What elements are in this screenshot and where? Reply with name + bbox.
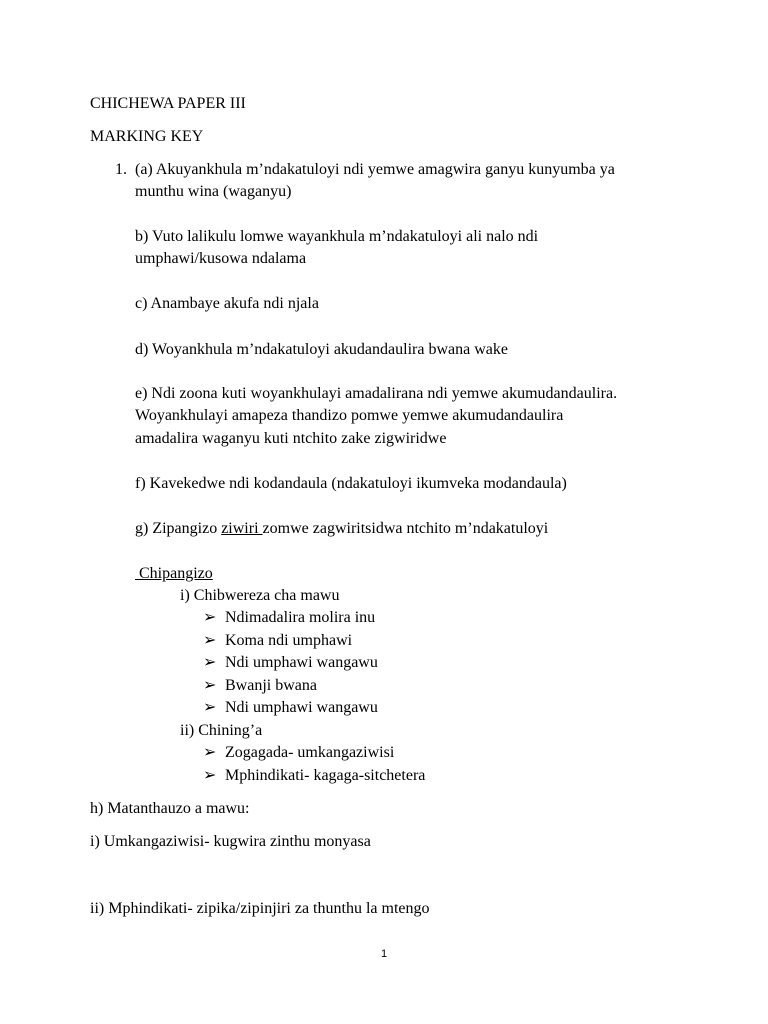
chipangizo-heading: Chipangizo (135, 565, 213, 582)
answer-g (135, 519, 548, 539)
chining-label: ii) Chining’a (180, 722, 263, 739)
answer-g-suffix: zomwe zagwiritsidwa ntchito m’ndakatuloyi (262, 520, 549, 537)
answer-e-line2: Woyankhulayi amapeza thandizo pomwe yemwe akumudandaulira (135, 407, 564, 424)
arrow-bullet-icon: ➢ (203, 744, 217, 761)
arrow-bullet-icon: ➢ (203, 677, 217, 694)
answer-g-underlined: ziwiri (221, 520, 263, 537)
page-number: 1 (381, 948, 388, 960)
list-item: ➢ Bwanji bwana (203, 677, 317, 694)
document-title: CHICHEWA PAPER III (90, 95, 246, 112)
chibwereza-label: i) Chibwereza cha mawu (180, 587, 340, 604)
answer-e-line3: amadalira waganyu kuti ntchito zake zigwiridwe (135, 430, 447, 447)
answer-e-line1: e) Ndi zoona kuti woyankhulayi amadalirana ndi yemwe akumudandaulira. (135, 385, 618, 402)
list-item: ➢ Ndi umphawi wangawu (203, 699, 378, 716)
answer-f: f) Kavekedwe ndi kodandaula (ndakatuloyi ikumveka modandaula) (135, 475, 567, 492)
list-item: ➢ Zogagada- umkangaziwisi (203, 744, 395, 761)
answer-g-prefix: g) Zipangizo (135, 520, 222, 537)
answer-c: c) Anambaye akufa ndi njala (135, 295, 319, 312)
answer-d: d) Woyankhula m’ndakatuloyi akudandaulira bwana wake (135, 341, 508, 358)
question-number: 1. (115, 161, 127, 178)
answer-b-line1: b) Vuto lalikulu lomwe wayankhula m’ndakatuloyi ali nalo ndi (135, 228, 539, 245)
arrow-bullet-icon: ➢ (203, 654, 217, 671)
list-item: ➢ Ndi umphawi wangawu (203, 654, 378, 671)
h-item-ii: ii) Mphindikati- zipika/zipinjiri za thunthu la mtengo (90, 900, 430, 917)
answer-a-line1: (a) Akuyankhula m’ndakatuloyi ndi yemwe amagwira ganyu kunyumba ya (135, 161, 615, 178)
arrow-bullet-icon: ➢ (203, 767, 217, 784)
list-item: ➢ Ndimadalira molira inu (203, 609, 376, 626)
h-heading: h) Matanthauzo a mawu: (90, 800, 250, 817)
list-item: ➢ Mphindikati- kagaga-sitchetera (203, 767, 426, 784)
arrow-bullet-icon: ➢ (203, 632, 217, 649)
answer-a-line2: munthu wina (waganyu) (135, 183, 292, 200)
answer-b-line2: umphawi/kusowa ndalama (135, 250, 307, 267)
document-subtitle: MARKING KEY (90, 128, 204, 145)
list-item: ➢ Koma ndi umphawi (203, 632, 353, 649)
arrow-bullet-icon: ➢ (203, 609, 217, 626)
arrow-bullet-icon: ➢ (203, 699, 217, 716)
h-item-i: i) Umkangaziwisi- kugwira zinthu monyasa (90, 833, 371, 850)
